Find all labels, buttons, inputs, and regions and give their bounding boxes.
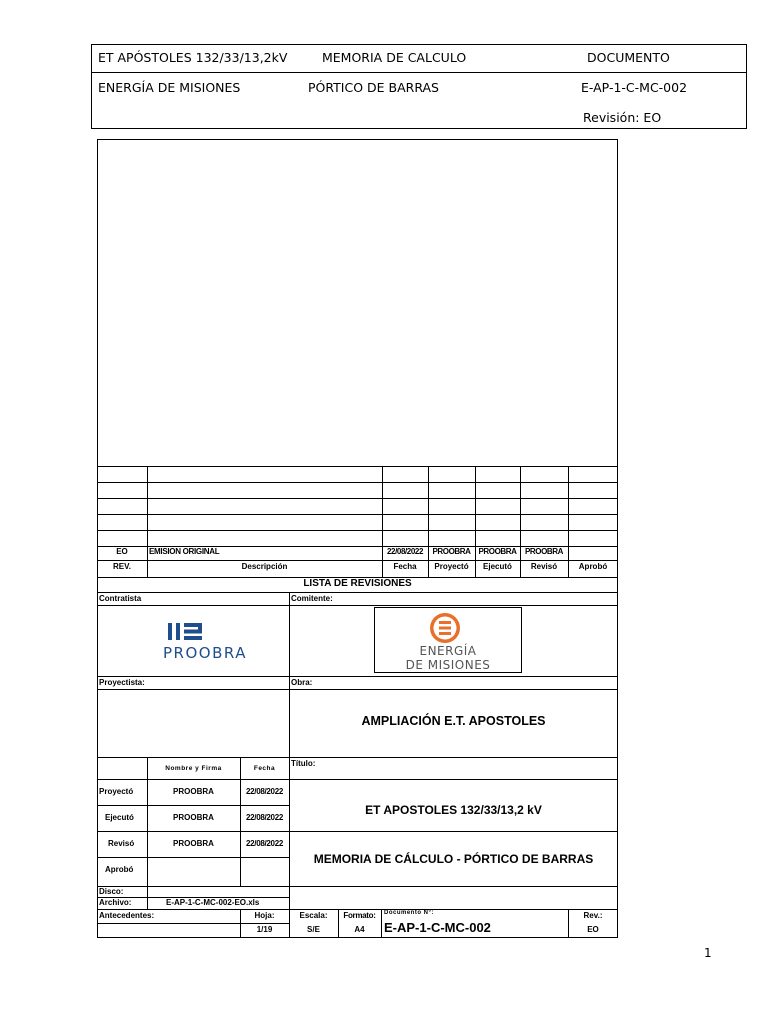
rev-grid-line	[97, 498, 618, 499]
rev-grid-line	[97, 466, 618, 467]
rev-col-reviso: Revisó	[530, 562, 558, 571]
docnum-value: E-AP-1-C-MC-002	[384, 920, 491, 935]
section-line	[97, 909, 618, 910]
titulo-line1: ET APOSTOLES 132/33/13,2 kV	[365, 803, 542, 817]
header-project: ET APÓSTOLES 132/33/13,2kV	[98, 50, 288, 65]
section-line	[97, 886, 618, 887]
section-line	[97, 689, 618, 690]
rev-grid-col	[382, 466, 383, 577]
header-revision: Revisión: EO	[583, 110, 662, 125]
obra-label: Obra:	[291, 678, 313, 687]
rev-grid-col	[475, 466, 476, 577]
rev-col-proyecto: Proyectó	[434, 562, 469, 571]
section-line	[97, 831, 618, 832]
rev-grid-line	[97, 560, 618, 561]
footer-line	[240, 923, 289, 924]
proobra-logo	[130, 608, 280, 670]
antecedentes-label: Antecedentes:	[99, 911, 155, 920]
header-doc-type: MEMORIA DE CALCULO	[322, 50, 467, 65]
rev-grid-col	[428, 466, 429, 577]
comitente-label: Comitente:	[291, 594, 333, 603]
rev-code: EO	[116, 547, 128, 556]
rev-col-ejecuto: Ejecutó	[483, 562, 512, 571]
rev-grid-line	[97, 530, 618, 531]
rev-date: 22/08/2022	[386, 547, 424, 556]
document-header	[91, 44, 747, 129]
section-line	[97, 592, 618, 593]
proobra-logo-text: PROOBRA	[163, 644, 247, 662]
sig-date: 22/08/2022	[245, 813, 284, 822]
signature-line	[97, 805, 289, 806]
sig-col-date: Fecha	[253, 765, 276, 772]
sig-role: Aprobó	[105, 865, 134, 874]
hoja-value: 1/19	[256, 925, 273, 934]
sig-name: PROOBRA	[173, 787, 214, 796]
rev-reviso: PROOBRA	[524, 547, 564, 556]
section-line	[97, 779, 618, 780]
rev-proyecto: PROOBRA	[432, 547, 471, 556]
disco-label: Disco:	[99, 887, 124, 896]
energia-logo-icon	[375, 610, 521, 646]
sig-date: 22/08/2022	[245, 839, 284, 848]
sig-role: Proyectó	[99, 787, 134, 796]
header-doc-label: DOCUMENTO	[587, 50, 670, 65]
energia-logo-line2: DE MISIONES	[405, 658, 491, 672]
rev-ejecuto: PROOBRA	[478, 547, 517, 556]
sig-name: PROOBRA	[173, 813, 214, 822]
rev-value: EO	[587, 925, 599, 934]
page-number: 1	[704, 946, 712, 960]
rev-col-desc: Descripción	[241, 562, 288, 571]
formato-value: A4	[354, 925, 365, 934]
sig-role: Revisó	[108, 839, 135, 848]
rev-col-rev: REV.	[113, 562, 131, 571]
rev-label: Rev.:	[583, 911, 603, 920]
signature-line	[97, 857, 289, 858]
archivo-value: E-AP-1-C-MC-002-EO.xls	[166, 898, 260, 907]
rev-col-aprobo: Aprobó	[578, 562, 608, 571]
titulo-label: Título:	[291, 759, 316, 768]
header-company: ENERGÍA DE MISIONES	[98, 80, 241, 95]
section-line	[97, 676, 618, 677]
sig-name: PROOBRA	[173, 839, 214, 848]
rev-grid-col	[568, 466, 569, 577]
docnum-label: Documento N°:	[384, 910, 434, 916]
sig-date: 22/08/2022	[245, 787, 284, 796]
rev-grid-col	[520, 466, 521, 577]
energia-logo	[374, 607, 522, 673]
hoja-label: Hoja:	[254, 911, 275, 920]
titulo-line2: MEMORIA DE CÁLCULO - PÓRTICO DE BARRAS	[313, 852, 594, 866]
rev-grid-line	[97, 514, 618, 515]
obra-value: AMPLIACIÓN E.T. APOSTOLES	[361, 714, 546, 728]
proyectista-label: Proyectista:	[99, 678, 145, 687]
section-line	[97, 605, 618, 606]
archivo-label: Archivo:	[99, 898, 132, 907]
rev-grid-col	[147, 466, 148, 577]
escala-label: Escala:	[299, 911, 328, 920]
sig-col-name: Nombre y Firma	[165, 765, 222, 772]
formato-label: Formato:	[343, 911, 376, 920]
header-divider	[92, 72, 746, 73]
section-line	[97, 757, 618, 758]
escala-value: S/E	[307, 925, 320, 934]
revisions-title: LISTA DE REVISIONES	[303, 578, 412, 589]
rev-grid-line	[97, 482, 618, 483]
rev-col-date: Fecha	[393, 562, 417, 571]
energia-logo-line1: ENERGÍA	[419, 644, 477, 658]
footer-col	[147, 886, 148, 909]
contratista-label: Contratista	[99, 594, 142, 603]
rev-description: EMISION ORIGINAL	[149, 547, 220, 556]
footer-col	[381, 909, 382, 938]
sig-role: Ejecutó	[105, 813, 134, 822]
header-subject: PÓRTICO DE BARRAS	[308, 80, 439, 95]
section-divider	[289, 592, 290, 886]
header-doc-number: E-AP-1-C-MC-002	[581, 80, 688, 95]
